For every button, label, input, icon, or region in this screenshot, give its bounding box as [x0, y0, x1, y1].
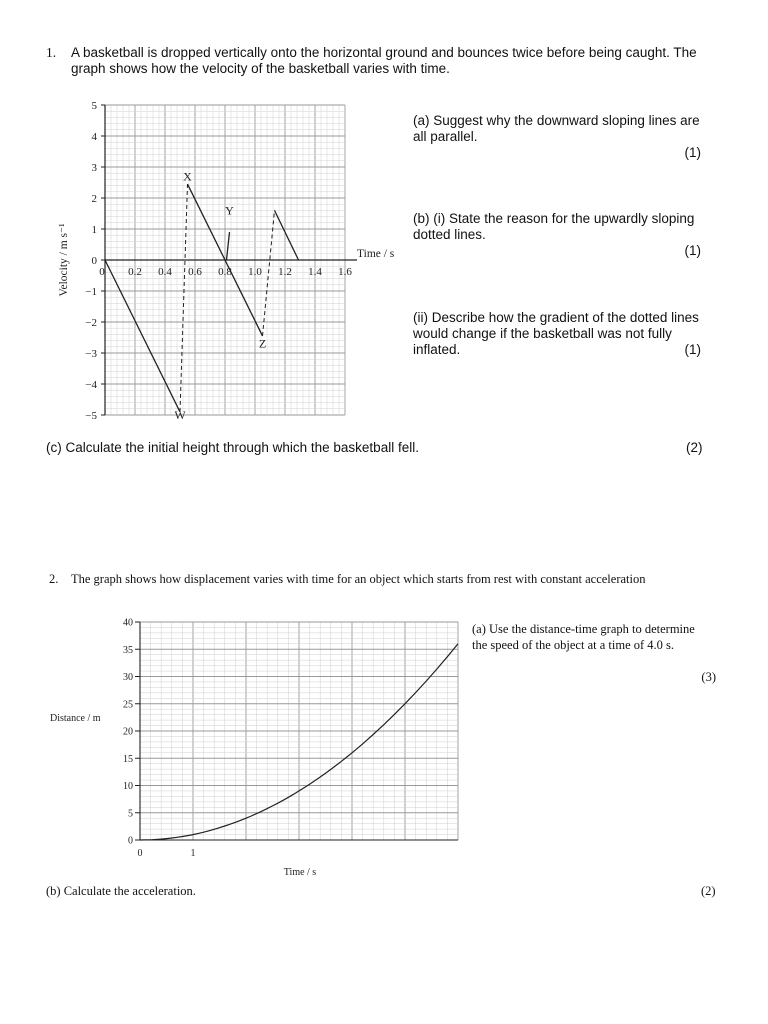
- q1-intro-line2: graph shows how the velocity of the basketball varies with time.: [71, 61, 450, 76]
- y-tick-label: −5: [85, 410, 97, 422]
- y-tick-label: 0: [128, 835, 133, 847]
- x-tick-label: 1.4: [308, 266, 322, 278]
- y-axis-label: Velocity / m s⁻¹: [58, 223, 70, 297]
- q1-part-b-line2: dotted lines.: [413, 227, 486, 242]
- x-tick-label: 1.0: [248, 266, 262, 278]
- q2-part-a-line2: the speed of the object at a time of 4.0 s.: [472, 638, 675, 652]
- y-tick-label: 0: [91, 255, 97, 267]
- y-tick-label: 20: [123, 726, 133, 738]
- x-tick-label: 1.2: [278, 266, 292, 278]
- x-tick-label: 0: [137, 848, 143, 859]
- y-tick-label: 15: [123, 753, 133, 765]
- q1-part-b-line1: (b) (i) State the reason for the upwardly sloping: [413, 211, 695, 226]
- q1-part-bii-marks: (1): [684, 342, 701, 357]
- y-tick-label: −2: [85, 317, 97, 329]
- y-tick-label: 4: [91, 131, 97, 143]
- q1-intro: [71, 45, 751, 77]
- y-tick-label: 40: [123, 617, 133, 629]
- q2-part-b-marks: (2): [701, 884, 716, 898]
- y-axis-label: Distance / m: [50, 713, 101, 724]
- q1-part-c-marks: (2): [686, 440, 703, 455]
- y-tick-label: 3: [91, 162, 97, 174]
- y-tick-label: 5: [128, 808, 133, 820]
- q1-intro-line1: A basketball is dropped vertically onto the horizontal ground and bounces twice before being caught. The: [71, 45, 697, 60]
- y-tick-label: −3: [85, 348, 97, 360]
- q1-part-a-line2: all parallel.: [413, 129, 478, 144]
- q1-part-bii: [413, 310, 713, 358]
- y-tick-label: 10: [123, 781, 133, 792]
- q2-part-b: (b) Calculate the acceleration.: [46, 884, 196, 898]
- q1-part-a-marks: (1): [684, 145, 701, 160]
- y-tick-label: 1: [91, 224, 97, 236]
- x-tick-label: 0.8: [218, 266, 232, 278]
- x-tick-label: 1: [190, 848, 196, 859]
- q1-part-bii-line3: inflated.: [413, 342, 461, 357]
- q2-part-a-line1: (a) Use the distance-time graph to determine: [472, 622, 695, 636]
- q2-number: 2.: [49, 572, 59, 586]
- point-label-X: X: [183, 169, 192, 184]
- q1-number: 1.: [46, 45, 57, 60]
- x-tick-label: 0.4: [158, 266, 172, 278]
- y-tick-label: 30: [123, 672, 133, 683]
- q2-intro: The graph shows how displacement varies with time for an object which starts from rest with constant acceleration: [71, 572, 646, 586]
- point-label-Y: Y: [225, 203, 234, 218]
- x-tick-label: 0.2: [128, 266, 142, 278]
- point-label-W: W: [174, 408, 186, 422]
- x-axis-label: Time / s: [357, 248, 395, 260]
- distance-time-graph: [40, 612, 465, 880]
- y-tick-label: 5: [91, 100, 97, 112]
- q1-part-bii-line1: (ii) Describe how the gradient of the dotted lines: [413, 310, 699, 325]
- velocity-time-graph: [50, 95, 395, 435]
- q2-part-a: [472, 621, 722, 685]
- series-line-Y-marker: [227, 232, 230, 260]
- x-axis-label: Time / s: [283, 867, 317, 878]
- q1-part-bii-line2: would change if the basketball was not fully: [413, 326, 672, 341]
- q2-part-a-marks: (3): [701, 670, 716, 684]
- y-tick-label: 25: [123, 699, 133, 711]
- q1-part-a: [413, 113, 713, 161]
- q1-part-c: (c) Calculate the initial height through which the basketball fell.: [46, 440, 419, 455]
- y-tick-label: −4: [85, 379, 97, 391]
- x-tick-label: 0: [99, 266, 105, 278]
- x-tick-label: 0.6: [188, 266, 202, 278]
- y-tick-label: 35: [123, 644, 133, 656]
- x-tick-label: 1.6: [338, 266, 352, 278]
- q1-part-b: [413, 211, 713, 259]
- q1-part-b-marks: (1): [684, 243, 701, 258]
- y-tick-label: 2: [91, 193, 97, 205]
- series-line-fall: [105, 260, 180, 412]
- y-tick-label: −1: [85, 286, 97, 298]
- point-label-Z: Z: [258, 336, 267, 351]
- q1-part-a-line1: (a) Suggest why the downward sloping lines are: [413, 113, 700, 128]
